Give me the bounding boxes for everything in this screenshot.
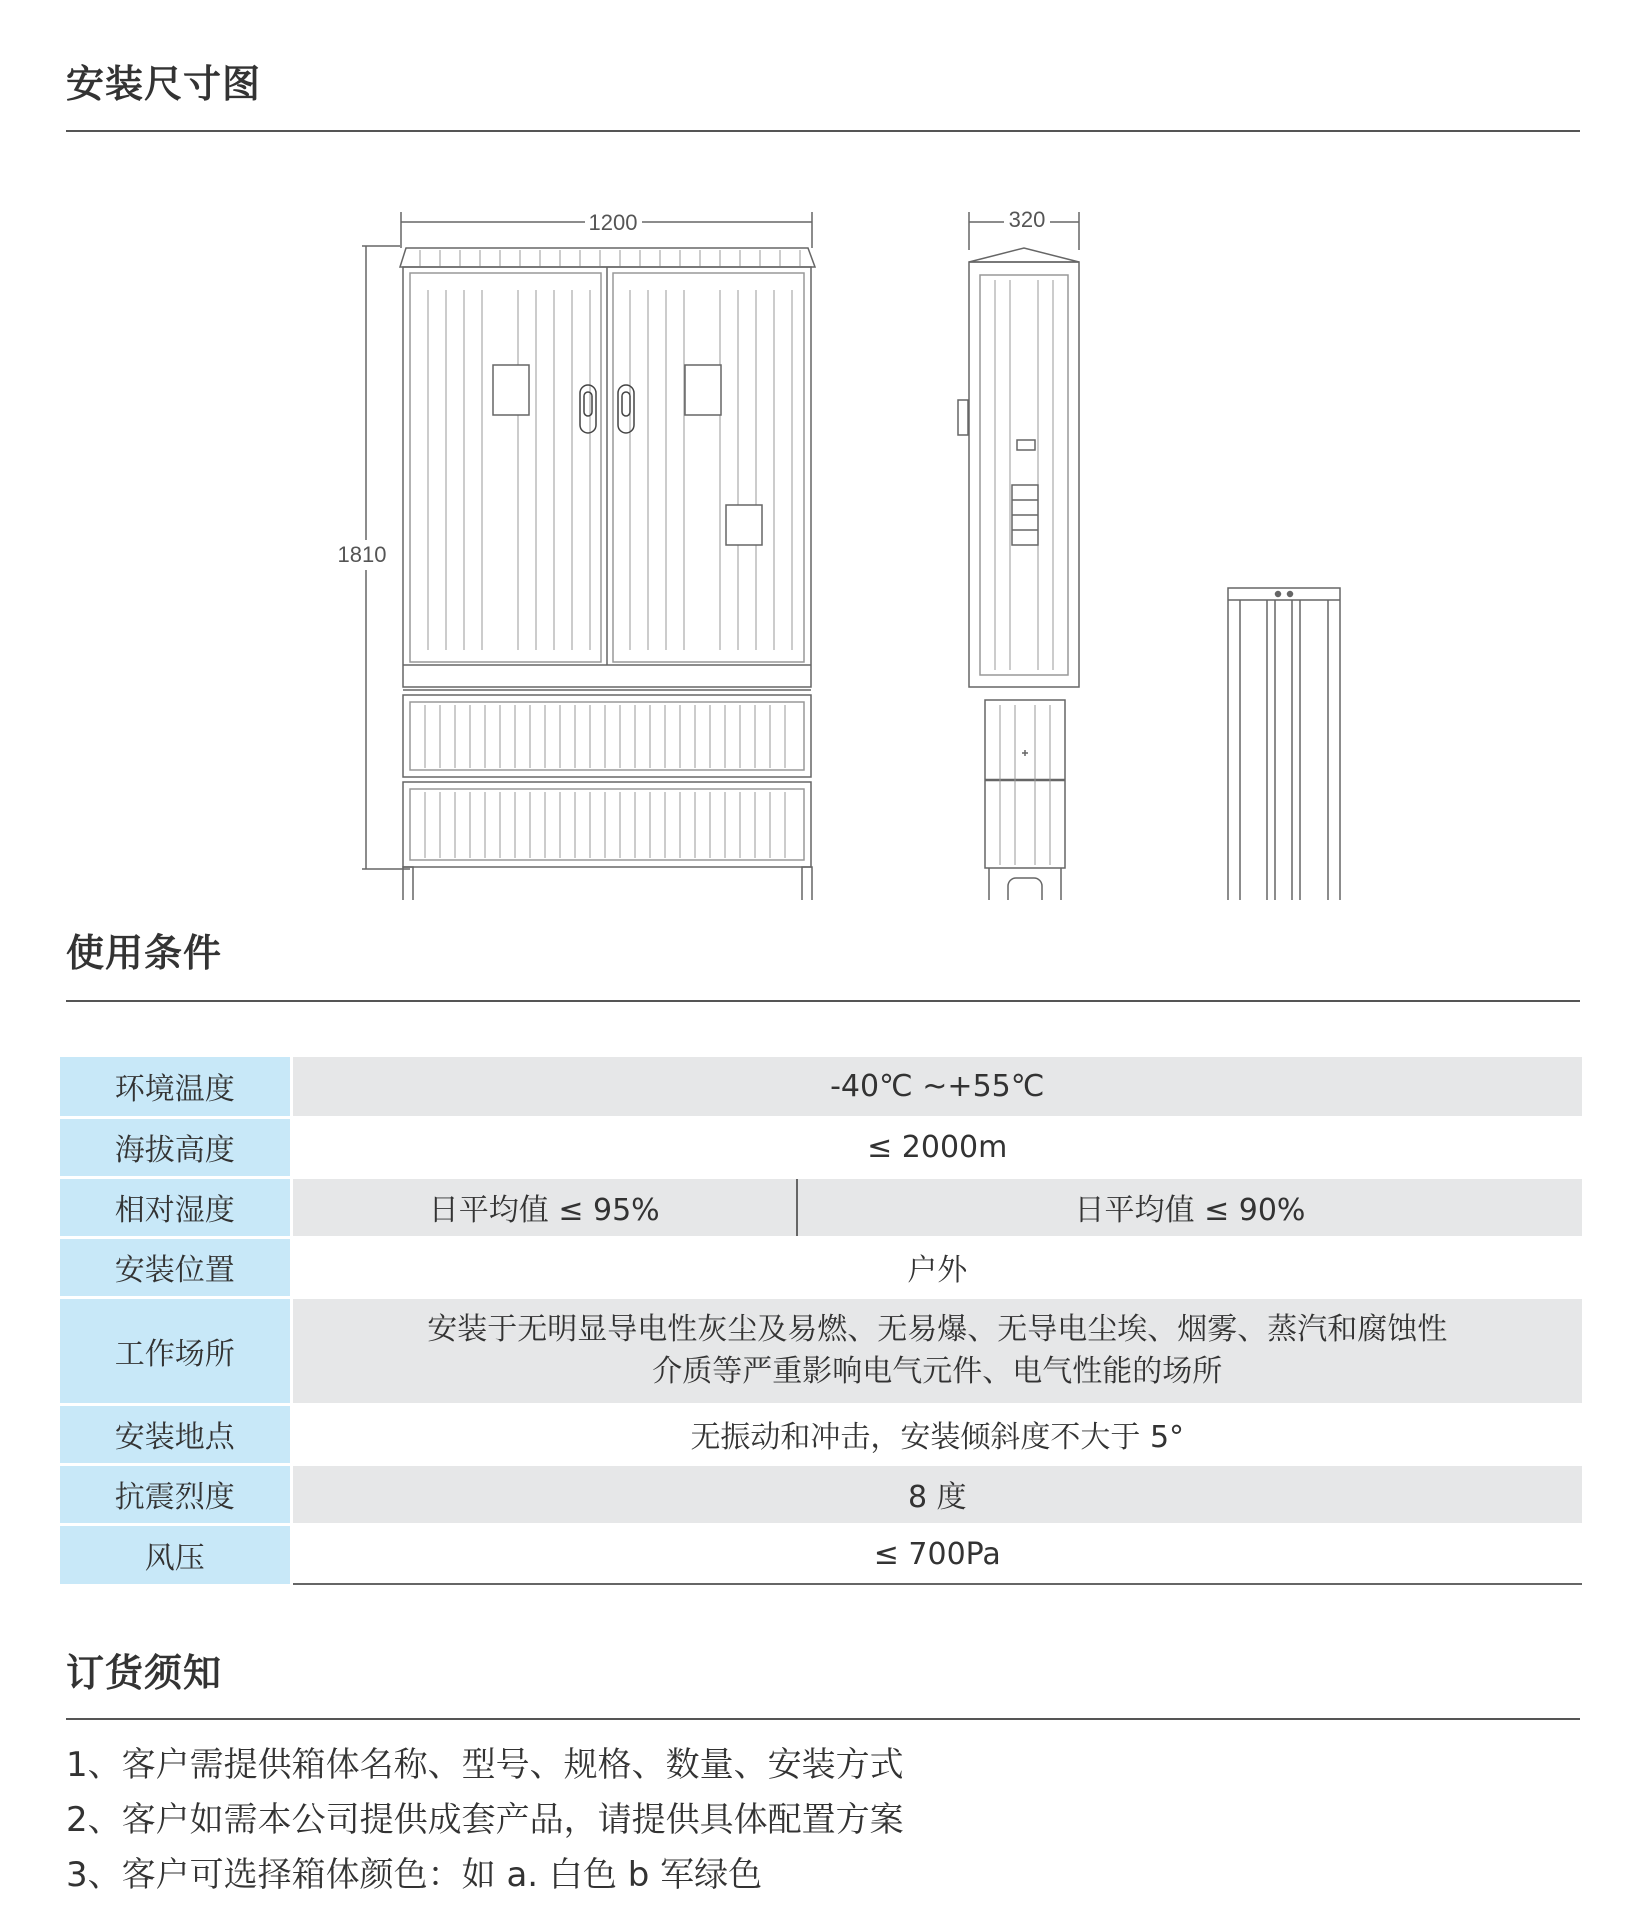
dimension-height-label: 1810 (337, 542, 387, 567)
table-row (60, 1404, 1582, 1464)
dimension-drawings (0, 130, 1647, 900)
row-label: 安装地点 (60, 1404, 291, 1464)
row-value: 8 度 (291, 1464, 1582, 1524)
row-label: 风压 (60, 1524, 291, 1584)
row-value: 无振动和冲击，安装倾斜度不大于 5° (291, 1404, 1582, 1464)
table-row (60, 1057, 1582, 1117)
table-row (60, 1117, 1582, 1177)
dimension-depth-label: 320 (1008, 207, 1046, 232)
table-row (60, 1177, 1582, 1237)
table-row (60, 1297, 1582, 1404)
row-value: ≤ 2000m (291, 1117, 1582, 1177)
dimension-width-label: 1200 (588, 210, 638, 235)
row-value-line-2: 介质等严重影响电气元件、电气性能的场所 (652, 1353, 1223, 1389)
row-value: ≤ 700Pa (291, 1524, 1582, 1584)
side-view-drawing (958, 212, 1079, 900)
section-divider (66, 1718, 1580, 1720)
table-row (60, 1524, 1582, 1584)
row-value-left: 日平均值 ≤ 95% (291, 1177, 797, 1237)
front-view-drawing (362, 212, 815, 900)
section-title-conditions: 使用条件 (66, 931, 223, 975)
list-item: 1、客户需提供箱体名称、型号、规格、数量、安装方式 (66, 1745, 904, 1785)
row-value: -40℃ ~+55℃ (291, 1057, 1582, 1117)
list-item: 3、客户可选择箱体颜色：如 a. 白色 b 军绿色 (66, 1855, 763, 1895)
row-label: 抗震烈度 (60, 1464, 291, 1524)
conditions-table (60, 1057, 1582, 1585)
ordering-notes-list (66, 1738, 904, 1903)
base-view-drawing (1228, 588, 1340, 900)
list-item: 2、客户如需本公司提供成套产品，请提供具体配置方案 (66, 1800, 904, 1840)
row-value: 户外 (291, 1237, 1582, 1297)
row-label: 相对湿度 (60, 1177, 291, 1237)
section-divider (66, 1000, 1580, 1002)
row-value-right: 日平均值 ≤ 90% (797, 1177, 1582, 1237)
row-label: 安装位置 (60, 1237, 291, 1297)
table-row (60, 1464, 1582, 1524)
section-title-dimensions: 安装尺寸图 (66, 62, 262, 106)
row-value-line-1: 安装于无明显导电性灰尘及易燃、无易爆、无导电尘埃、烟雾、蒸汽和腐蚀性 (427, 1311, 1448, 1347)
row-label: 工作场所 (60, 1297, 291, 1404)
row-label: 海拔高度 (60, 1117, 291, 1177)
section-title-ordering: 订货须知 (66, 1651, 223, 1695)
row-label: 环境温度 (60, 1057, 291, 1117)
table-row (60, 1237, 1582, 1297)
row-value (291, 1297, 1582, 1404)
